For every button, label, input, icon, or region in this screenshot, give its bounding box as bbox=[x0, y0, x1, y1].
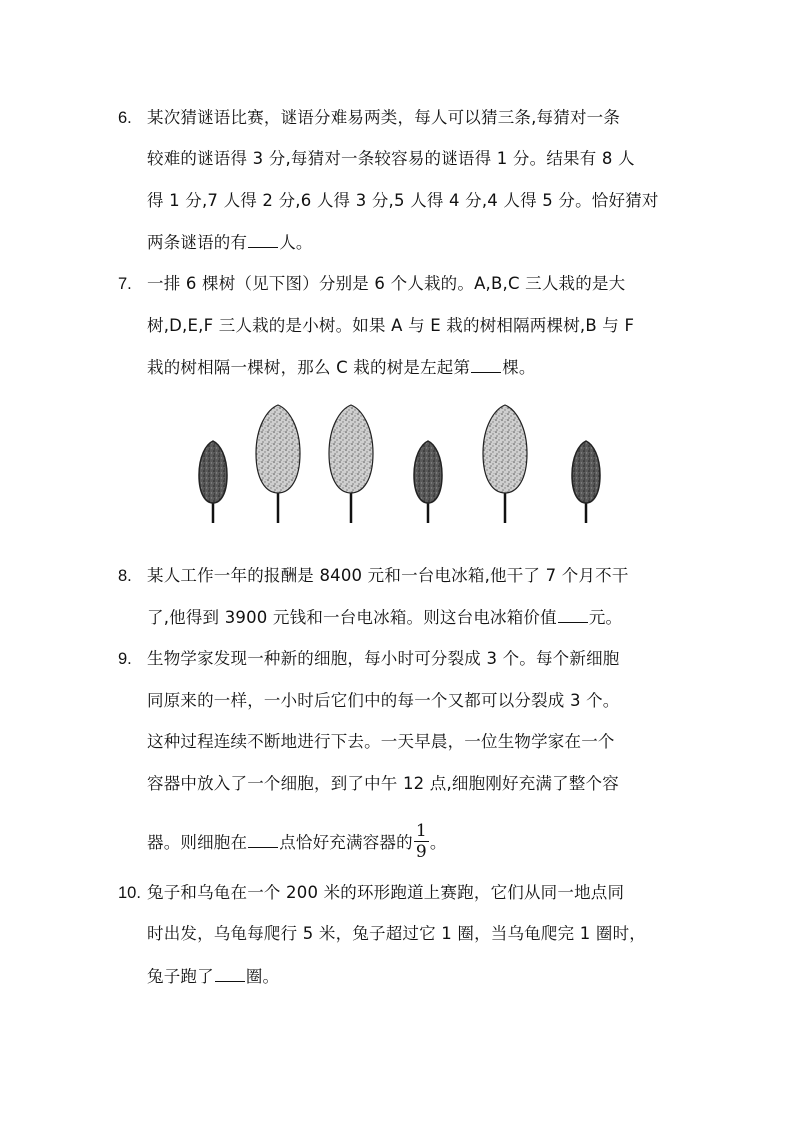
problem-6-line-1: 某次猜谜语比赛，谜语分难易两类，每人可以猜三条,每猜对一条 bbox=[147, 108, 621, 127]
answer-blank-10[interactable] bbox=[215, 965, 245, 982]
problem-9-line-5: 器。则细胞在 点恰好充满容器的 $\frac{1}{9}$ 。 bbox=[147, 821, 447, 862]
problem-9-number: 9. bbox=[118, 650, 132, 668]
problem-10-line-2: 时出发，乌龟每爬行 5 米，兔子超过它 1 圈，当乌龟爬完 1 圈时， bbox=[147, 924, 646, 943]
problem-7-line-1: 一排 6 棵树（见下图）分别是 6 个人栽的。A,B,C 三人栽的是大 bbox=[147, 274, 626, 293]
problem-10-line-1: 兔子和乌龟在一个 200 米的环形跑道上赛跑，它们从同一地点同 bbox=[147, 883, 625, 902]
answer-blank-7[interactable] bbox=[471, 356, 501, 373]
tree-2-big bbox=[256, 405, 300, 523]
answer-blank-6[interactable] bbox=[248, 231, 278, 248]
problem-9-line-4: 容器中放入了一个细胞，到了中午 12 点,细胞刚好充满了整个容 bbox=[147, 774, 619, 793]
problem-7-line-3: 栽的树相隔一棵树，那么 C 栽的树是左起第 棵。 bbox=[147, 358, 536, 377]
fraction-one-ninth: $\frac{1}{9}$ bbox=[415, 821, 427, 862]
problem-9-line-2: 同原来的一样，一小时后它们中的每一个又都可以分裂成 3 个。 bbox=[147, 691, 620, 710]
answer-blank-8[interactable] bbox=[558, 606, 588, 623]
problem-8-line-1: 某人工作一年的报酬是 8400 元和一台电冰箱,他干了 7 个月不干 bbox=[147, 566, 629, 585]
tree-crown bbox=[199, 441, 227, 503]
problem-6-line-4: 两条谜语的有 人。 bbox=[147, 233, 313, 252]
tree-crown bbox=[256, 405, 300, 493]
problem-7-number: 7. bbox=[118, 275, 132, 293]
tree-5-big bbox=[483, 405, 527, 523]
problem-6-number: 6. bbox=[118, 109, 132, 127]
six-trees-figure bbox=[183, 395, 623, 535]
problem-6-line-2: 较难的谜语得 3 分,每猜对一条较容易的谜语得 1 分。结果有 8 人 bbox=[147, 149, 635, 168]
tree-crown bbox=[414, 441, 442, 503]
tree-4-small bbox=[414, 441, 442, 523]
tree-crown bbox=[483, 405, 527, 493]
problem-6-line-3: 得 1 分,7 人得 2 分,6 人得 3 分,5 人得 4 分,4 人得 5 分。恰好猜对 bbox=[147, 191, 659, 210]
problem-7-line-2: 树,D,E,F 三人栽的是小树。如果 A 与 E 栽的树相隔两棵树,B 与 F bbox=[147, 316, 635, 335]
answer-blank-9[interactable] bbox=[248, 831, 278, 848]
problem-10-line-3: 兔子跑了 圈。 bbox=[147, 967, 280, 986]
problem-10-number: 10. bbox=[118, 884, 141, 902]
problem-8-line-2: 了,他得到 3900 元钱和一台电冰箱。则这台电冰箱价值 元。 bbox=[147, 608, 623, 627]
tree-3-big bbox=[329, 405, 373, 523]
tree-crown bbox=[329, 405, 373, 493]
tree-6-small bbox=[572, 441, 600, 523]
tree-1-small bbox=[199, 441, 227, 523]
problem-9-line-3: 这种过程连续不断地进行下去。一天早晨，一位生物学家在一个 bbox=[147, 732, 615, 751]
problem-8-number: 8. bbox=[118, 567, 132, 585]
tree-crown bbox=[572, 441, 600, 503]
problem-9-line-1: 生物学家发现一种新的细胞，每小时可分裂成 3 个。每个新细胞 bbox=[147, 649, 620, 668]
